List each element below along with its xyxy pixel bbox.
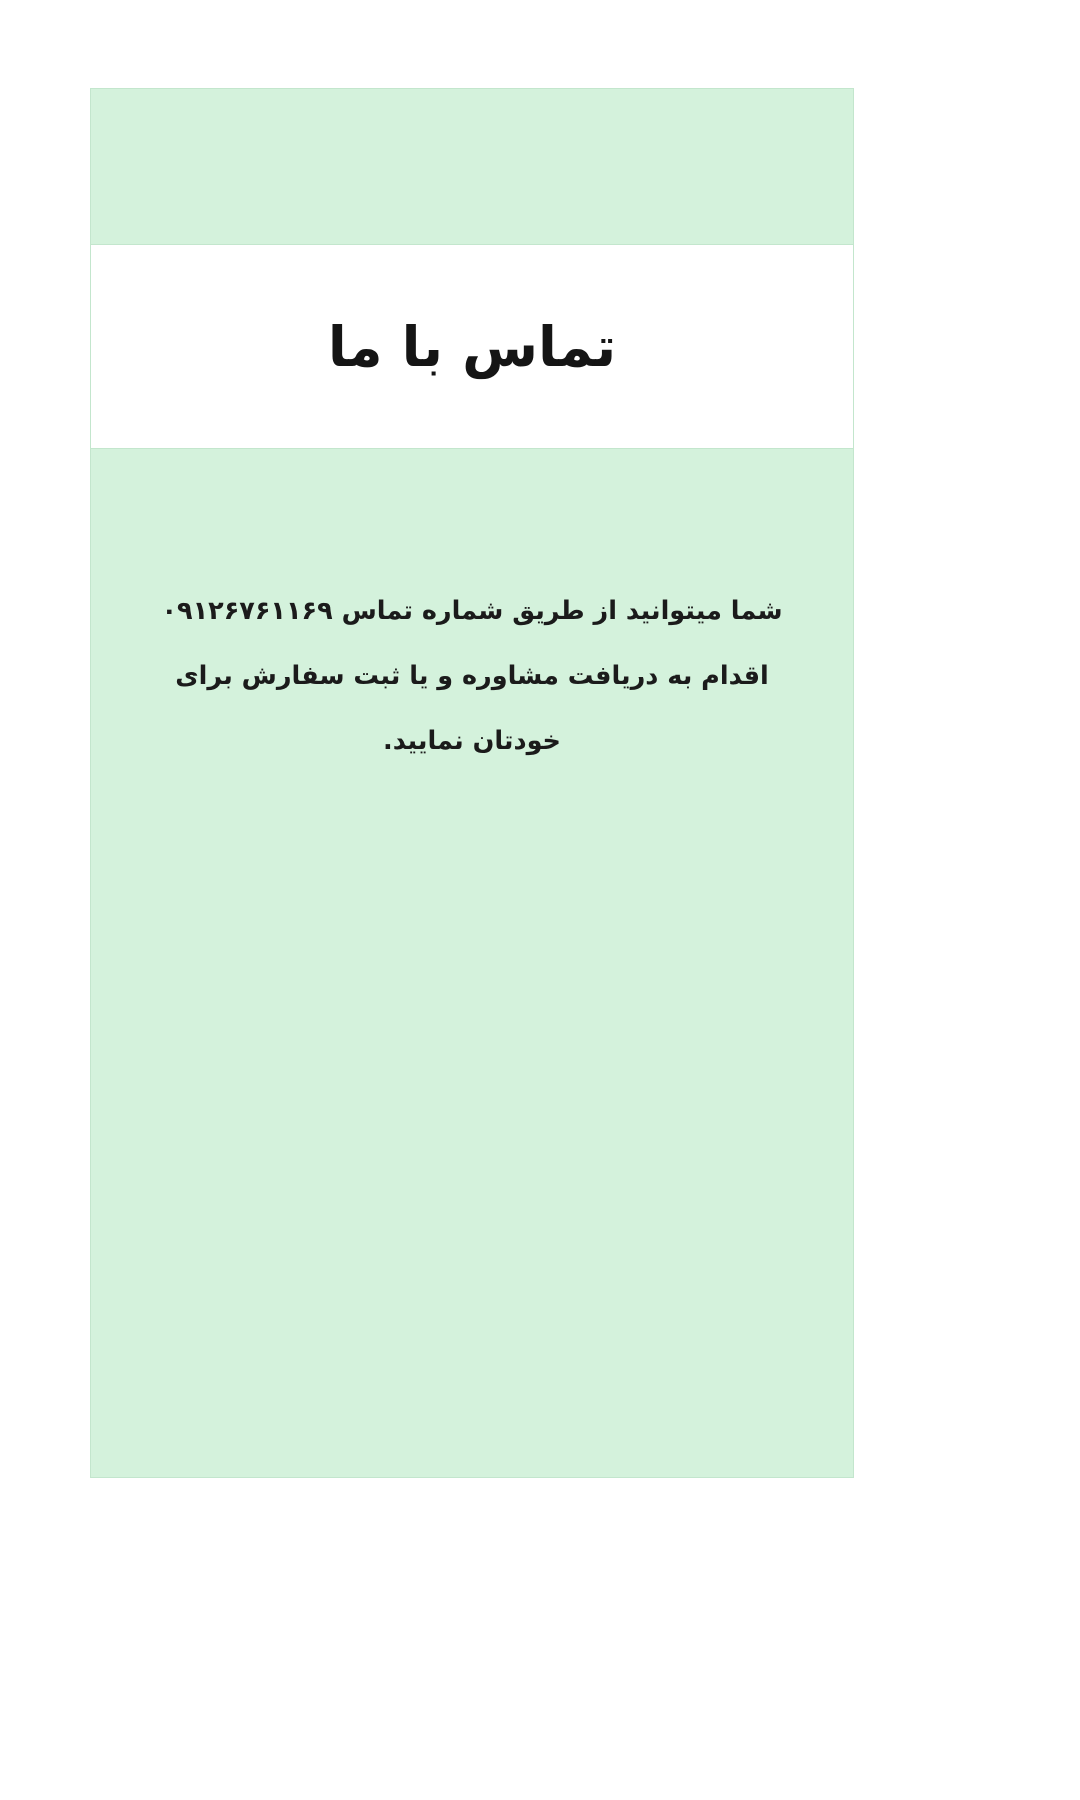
title-bar [91, 244, 853, 449]
contact-card [90, 88, 854, 1478]
card-top-band [91, 89, 853, 244]
contact-paragraph: شما میتوانید از طریق شماره تماس ۰۹۱۲۶۷۶۱۱۶۹ اقدام به دریافت مشاوره و یا ثبت سفارش برای خودتان نمایید. [161, 596, 783, 757]
card-body [91, 449, 853, 1477]
page-title: تماس با ما [327, 314, 617, 379]
